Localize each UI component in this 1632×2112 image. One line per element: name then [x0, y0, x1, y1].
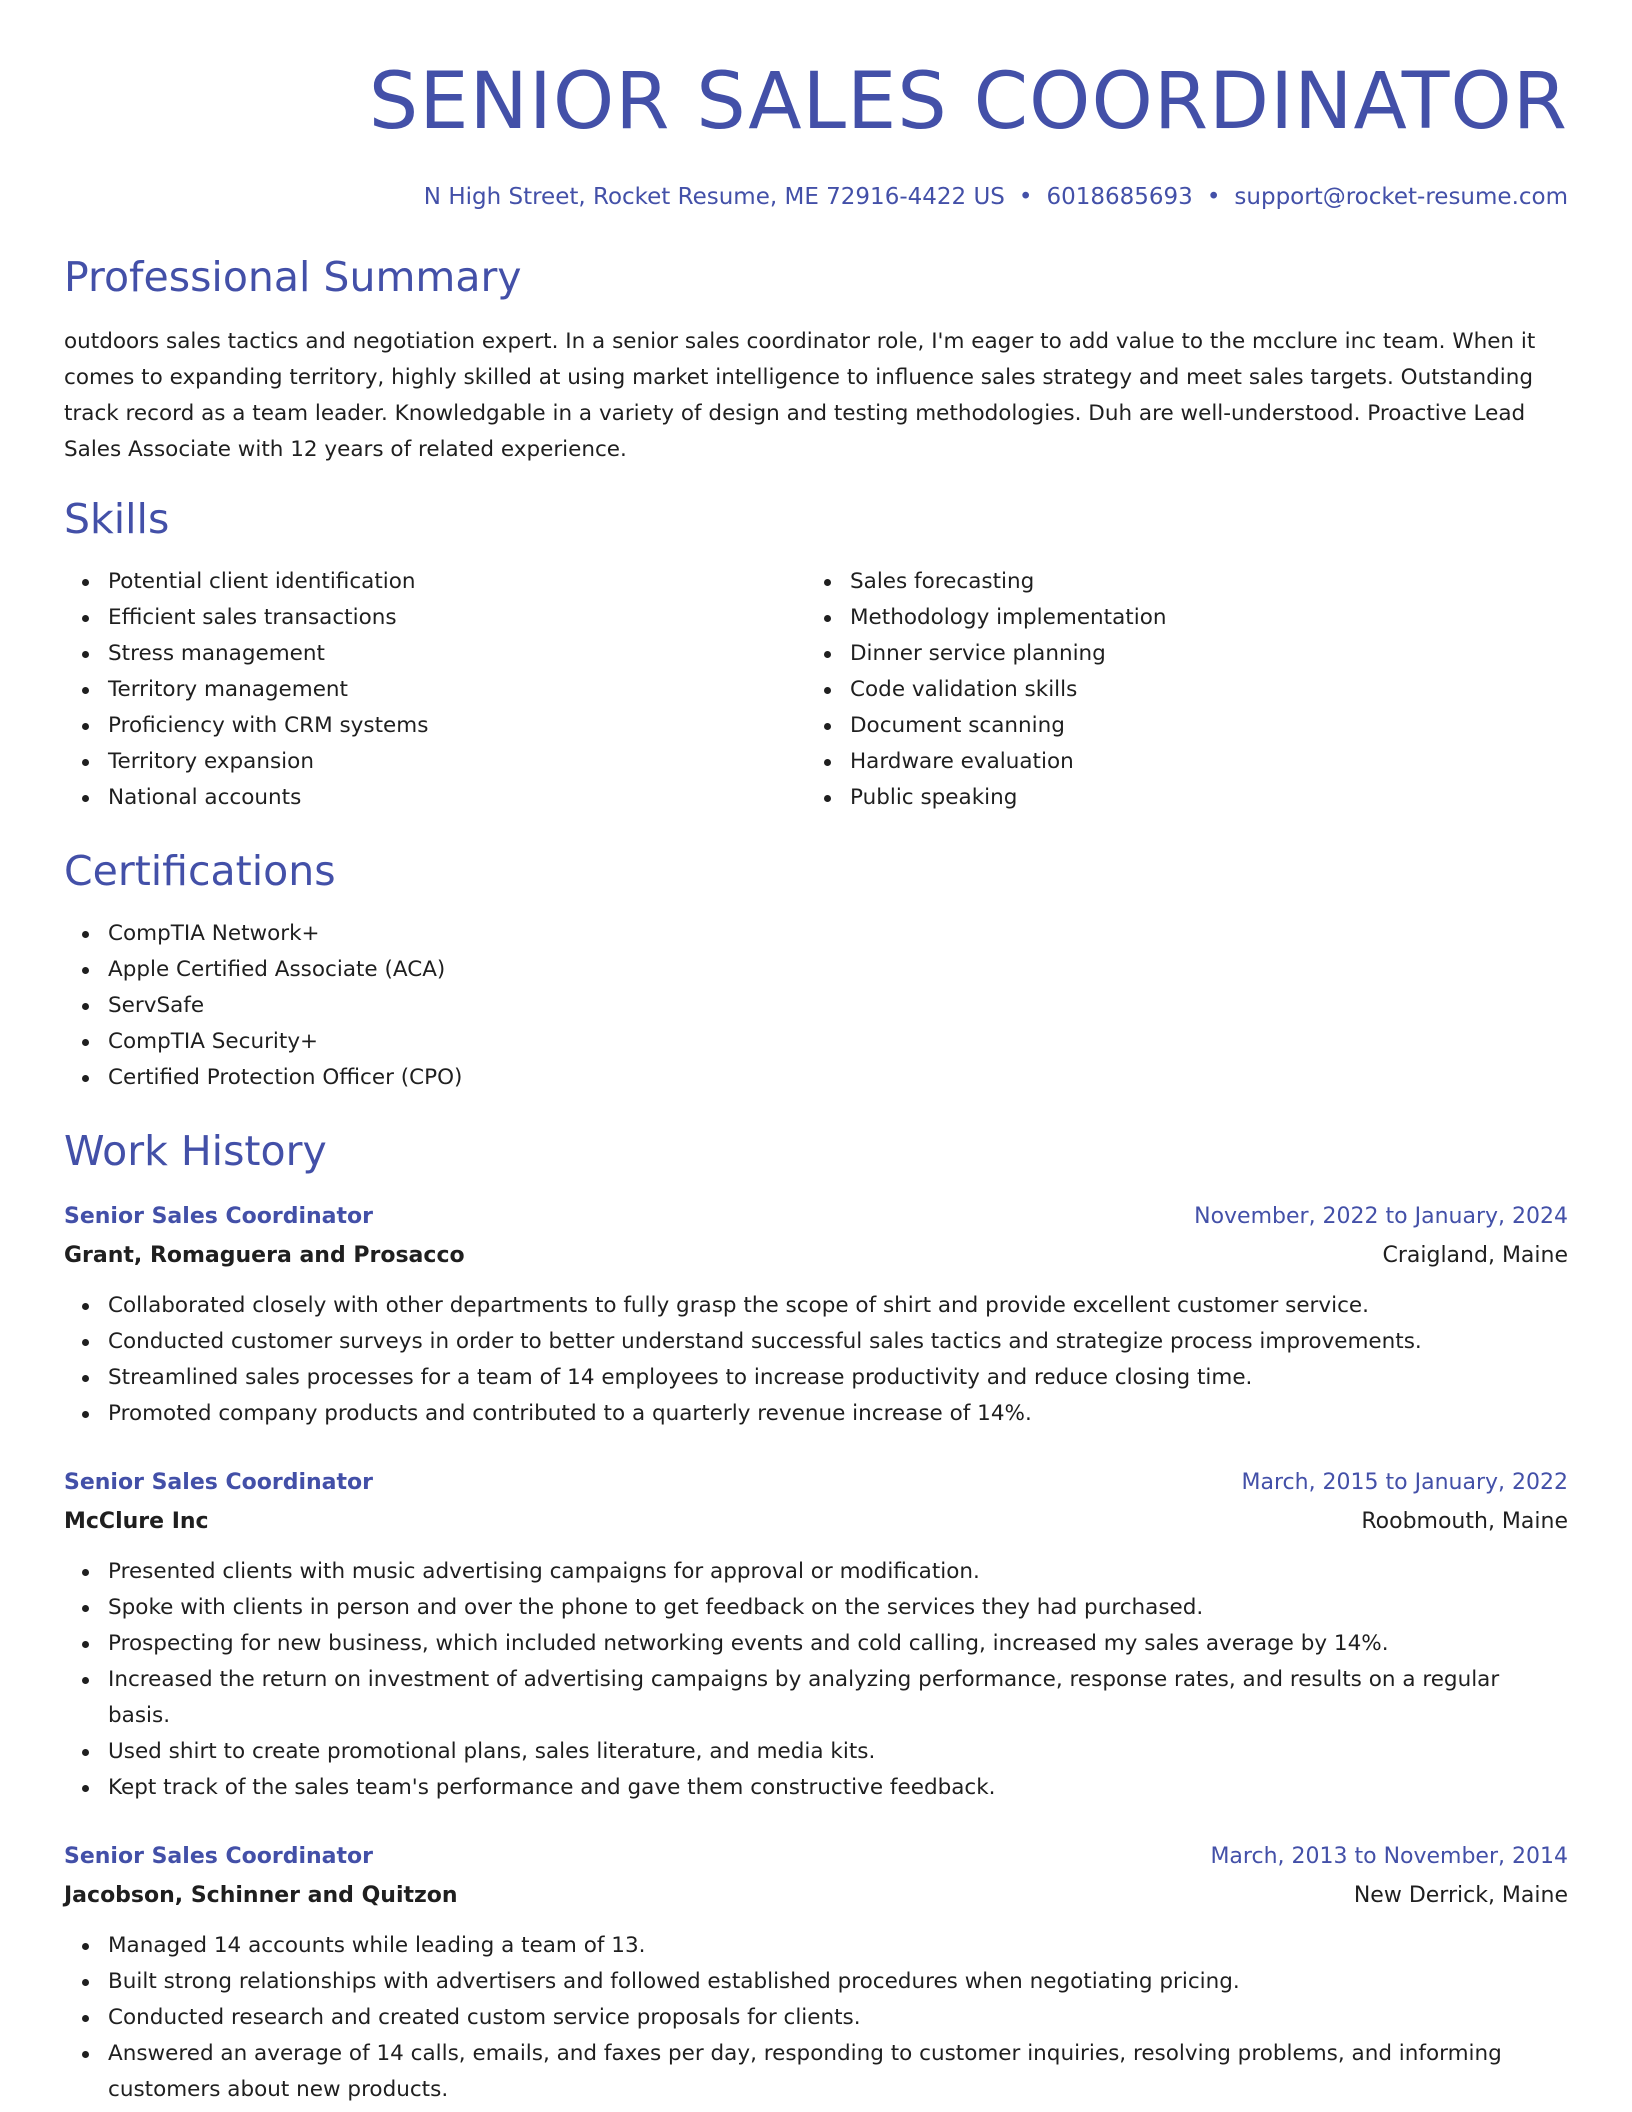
summary-text: outdoors sales tactics and negotiation expert. In a senior sales coordinator role, I'm eager to add value to the mcclure inc team. When it comes to expanding territory, highly skilled at using market intelligence to influence sales strategy and meet sales targets. Outstanding track record as a team leader. Knowledgable in a variety of design and testing methodologies. Duh are well-understood. Proactive Lead Sales Associate with 12 years of related experience. [64, 329, 1536, 462]
skills-column-right [806, 564, 1548, 816]
job-duties-list [64, 1554, 1568, 1806]
skill-item: Efficient sales transactions [64, 600, 806, 636]
job-title-row [64, 1838, 1568, 1876]
summary-heading: Professional Summary [64, 253, 522, 301]
job-title: Senior Sales Coordinator [64, 1204, 373, 1229]
job-company: Jacobson, Schinner and Quitzon [64, 1883, 458, 1908]
job-duty: Managed 14 accounts while leading a team of 13. [64, 1928, 1568, 1964]
job-duty: Presented clients with music advertising campaigns for approval or modification. [64, 1554, 1568, 1590]
resume-header [64, 0, 1568, 212]
skills-heading: Skills [64, 495, 170, 543]
email-link[interactable]: support@rocket-resume.com [1234, 184, 1568, 210]
job-entry [64, 1198, 1568, 1432]
job-entry [64, 1464, 1568, 1806]
skills-column-left [64, 564, 806, 816]
skill-item: Public speaking [806, 780, 1548, 816]
job-title-row [64, 1464, 1568, 1502]
job-duty: Conducted customer surveys in order to better understand successful sales tactics and strategize process improvements. [64, 1324, 1568, 1360]
job-title: Senior Sales Coordinator [64, 1470, 373, 1495]
certification-item: ServSafe [64, 988, 1568, 1024]
job-entry [64, 1838, 1568, 2108]
skill-item: Territory management [64, 672, 806, 708]
job-duty: Kept track of the sales team's performance and gave them constructive feedback. [64, 1770, 1568, 1806]
phone-text[interactable]: 6018685693 [1046, 184, 1193, 210]
job-dates: March, 2013 to November, 2014 [1210, 1844, 1568, 1869]
job-dates: November, 2022 to January, 2024 [1194, 1204, 1568, 1229]
certification-item: Certified Protection Officer (CPO) [64, 1060, 1568, 1096]
job-company-row [64, 1236, 1568, 1276]
skill-item: Dinner service planning [806, 636, 1548, 672]
job-duty: Conducted research and created custom service proposals for clients. [64, 2000, 1568, 2036]
contact-line [64, 182, 1568, 212]
certification-item: Apple Certified Associate (ACA) [64, 952, 1568, 988]
skill-item: Sales forecasting [806, 564, 1548, 600]
skill-item: Document scanning [806, 708, 1548, 744]
skill-item: Potential client identification [64, 564, 806, 600]
job-headline: SENIOR SALES COORDINATOR [368, 57, 1568, 147]
skill-item: Hardware evaluation [806, 744, 1548, 780]
skills-list-left [64, 564, 806, 816]
job-duty: Promoted company products and contributed to a quarterly revenue increase of 14%. [64, 1396, 1568, 1432]
skill-item: Stress management [64, 636, 806, 672]
job-duty: Streamlined sales processes for a team of 14 employees to increase productivity and reduce closing time. [64, 1360, 1568, 1396]
certifications-list [64, 916, 1568, 1096]
skill-item: Code validation skills [806, 672, 1548, 708]
address-text: N High Street, Rocket Resume, ME 72916-4422 US [423, 184, 1005, 210]
job-title: Senior Sales Coordinator [64, 1844, 373, 1869]
job-company-row [64, 1876, 1568, 1916]
skill-item: Proficiency with CRM systems [64, 708, 806, 744]
job-duty: Answered an average of 14 calls, emails, and faxes per day, responding to customer inquiries, resolving problems, and informing customers about new products. [64, 2036, 1568, 2108]
job-location: Craigland, Maine [1382, 1243, 1568, 1268]
job-duty: Increased the return on investment of advertising campaigns by analyzing performance, response rates, and results on a regular basis. [64, 1662, 1568, 1734]
job-dates: March, 2015 to January, 2022 [1241, 1470, 1568, 1495]
job-company: McClure Inc [64, 1509, 209, 1534]
job-location: Roobmouth, Maine [1361, 1509, 1568, 1534]
job-duty: Built strong relationships with advertisers and followed established procedures when negotiating pricing. [64, 1964, 1568, 2000]
job-duty: Spoke with clients in person and over the phone to get feedback on the services they had purchased. [64, 1590, 1568, 1626]
job-location: New Derrick, Maine [1353, 1883, 1568, 1908]
job-company: Grant, Romaguera and Prosacco [64, 1243, 465, 1268]
skill-item: National accounts [64, 780, 806, 816]
certification-item: CompTIA Security+ [64, 1024, 1568, 1060]
skill-item: Methodology implementation [806, 600, 1548, 636]
contact-separator: • [1018, 184, 1033, 210]
certifications-heading: Certifications [64, 847, 336, 895]
job-duties-list [64, 1288, 1568, 1432]
job-duty: Used shirt to create promotional plans, sales literature, and media kits. [64, 1734, 1568, 1770]
certification-item: CompTIA Network+ [64, 916, 1568, 952]
work-history-heading: Work History [64, 1127, 327, 1175]
contact-separator: • [1206, 184, 1221, 210]
job-duty: Prospecting for new business, which included networking events and cold calling, increased my sales average by 14%. [64, 1626, 1568, 1662]
job-company-row [64, 1502, 1568, 1542]
job-title-row [64, 1198, 1568, 1236]
job-duty: Collaborated closely with other departments to fully grasp the scope of shirt and provide excellent customer service. [64, 1288, 1568, 1324]
skills-grid [64, 564, 1568, 816]
skills-list-right [806, 564, 1548, 816]
job-duties-list [64, 1928, 1568, 2108]
skill-item: Territory expansion [64, 744, 806, 780]
